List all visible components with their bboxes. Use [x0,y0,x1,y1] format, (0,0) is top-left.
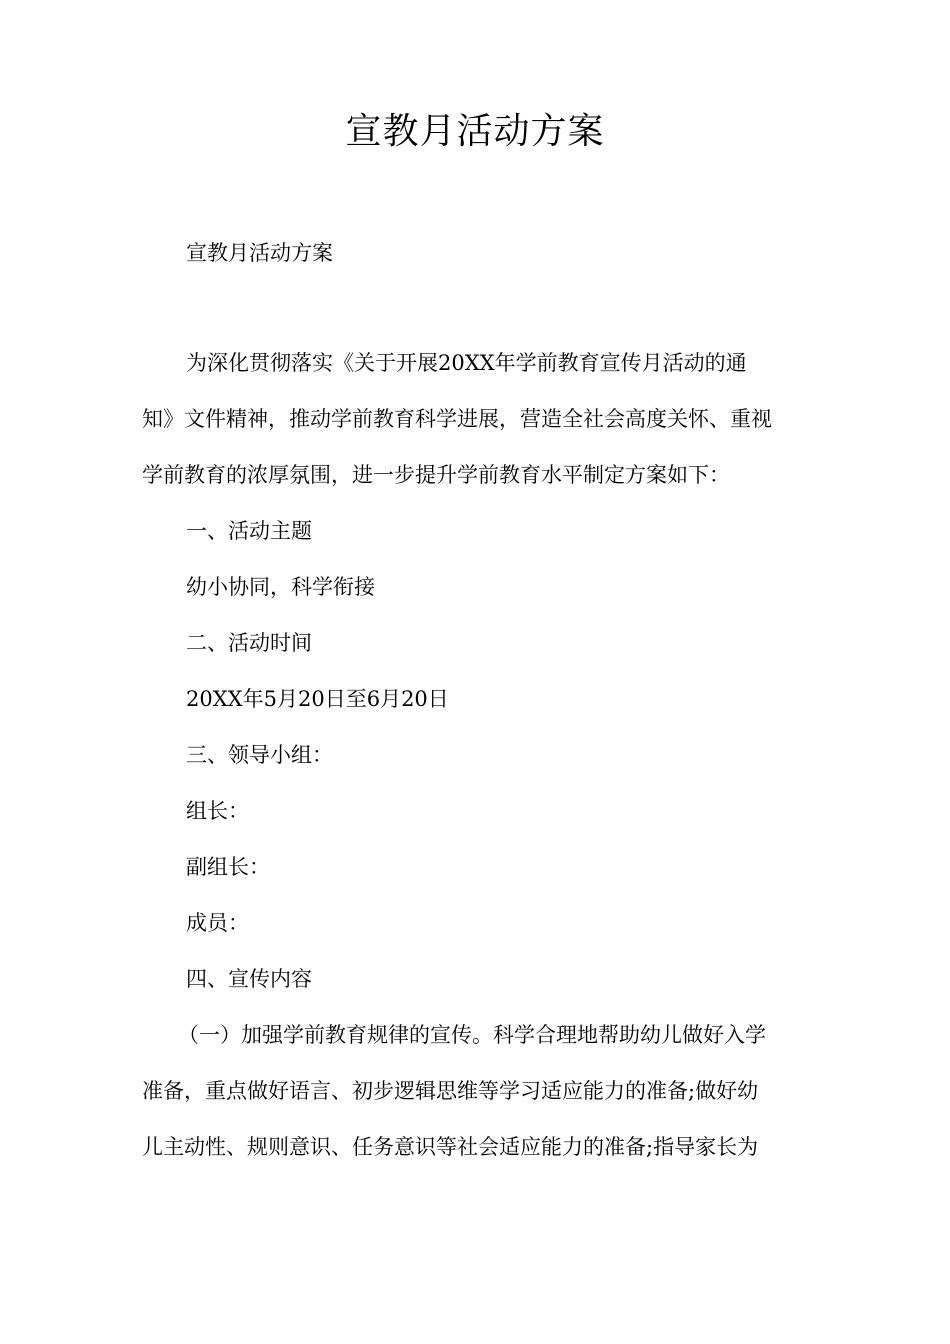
intro-paragraph-line-2: 知》文件精神，推动学前教育科学进展，营造全社会高度关怀、重视 [142,407,772,431]
section-heading-leadership: 三、领导小组： [186,743,333,767]
section-heading-content: 四、宣传内容 [186,967,312,991]
content-paragraph-line-3: 儿主动性、规则意识、任务意识等社会适应能力的准备;指导家长为 [142,1135,759,1159]
intro-paragraph-line-3: 学前教育的浓厚氛围，进一步提升学前教育水平制定方案如下： [142,463,730,487]
theme-text: 幼小协同，科学衔接 [186,575,375,599]
time-text: 20XX年5月20日至6月20日 [186,687,449,711]
subtitle-line: 宣教月活动方案 [186,241,333,265]
document-title: 宣教月活动方案 [345,111,605,152]
members-label: 成员： [186,911,249,935]
content-paragraph-line-2: 准备，重点做好语言、初步逻辑思维等学习适应能力的准备;做好幼 [142,1079,759,1103]
leader-label: 组长： [186,799,249,823]
intro-paragraph-line-1: 为深化贯彻落实《关于开展20XX年学前教育宣传月活动的通 [186,351,747,375]
content-paragraph-line-1: （一）加强学前教育规律的宣传。科学合理地帮助幼儿做好入学 [178,1023,766,1047]
section-heading-theme: 一、活动主题 [186,519,312,543]
section-heading-time: 二、活动时间 [186,631,312,655]
deputy-leader-label: 副组长： [186,855,270,879]
